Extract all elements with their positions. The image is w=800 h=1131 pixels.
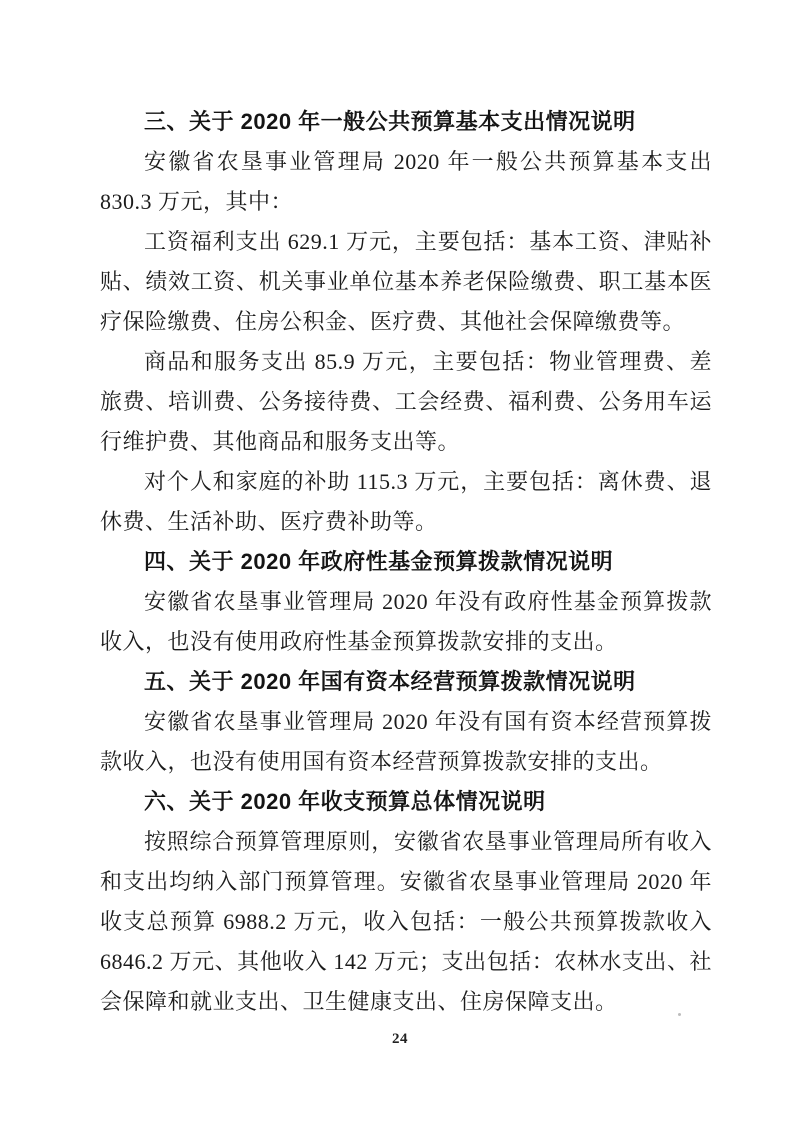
paragraph-individual-family-subsidies: 对个人和家庭的补助 115.3 万元，主要包括：离休费、退休费、生活补助、医疗费补助等。 bbox=[100, 469, 712, 534]
section-5-heading: 五、关于 2020 年国有资本经营预算拨款情况说明 bbox=[144, 669, 636, 694]
paragraph-salary-welfare: 工资福利支出 629.1 万元，主要包括：基本工资、津贴补贴、绩效工资、机关事业单位基本养老保险缴费、职工基本医疗保险缴费、住房公积金、医疗费、其他社会保障缴费等。 bbox=[100, 229, 712, 334]
paragraph-state-capital-budget: 安徽省农垦事业管理局 2020 年没有国有资本经营预算拨款收入，也没有使用国有资本经营预算拨款安排的支出。 bbox=[100, 709, 712, 774]
section-6-heading: 六、关于 2020 年收支预算总体情况说明 bbox=[144, 789, 546, 814]
paragraph-goods-services: 商品和服务支出 85.9 万元，主要包括：物业管理费、差旅费、培训费、公务接待费、工会经费、福利费、公务用车运行维护费、其他商品和服务支出等。 bbox=[100, 349, 712, 454]
paragraph-overall-revenue-expenditure: 按照综合预算管理原则，安徽省农垦事业管理局所有收入和支出均纳入部门预算管理。安徽省农垦事业管理局 2020 年收支总预算 6988.2 万元，收入包括：一般公共预算拨款收入 6846.2 万元、其他收入 142 万元；支出包括：农林水支出、社会保障和就业支出、卫生健康支出、住房保障支出。 bbox=[100, 829, 712, 1014]
section-4-heading: 四、关于 2020 年政府性基金预算拨款情况说明 bbox=[144, 549, 614, 574]
document-content bbox=[100, 102, 712, 1022]
paragraph-government-fund-budget: 安徽省农垦事业管理局 2020 年没有政府性基金预算拨款收入，也没有使用政府性基金预算拨款安排的支出。 bbox=[100, 589, 712, 654]
page-number: 24 bbox=[392, 1031, 408, 1047]
section-3-heading: 三、关于 2020 年一般公共预算基本支出情况说明 bbox=[144, 109, 636, 134]
paragraph-basic-expenditure-total: 安徽省农垦事业管理局 2020 年一般公共预算基本支出 830.3 万元，其中： bbox=[100, 149, 712, 214]
scan-artifact-dot bbox=[678, 1013, 681, 1016]
